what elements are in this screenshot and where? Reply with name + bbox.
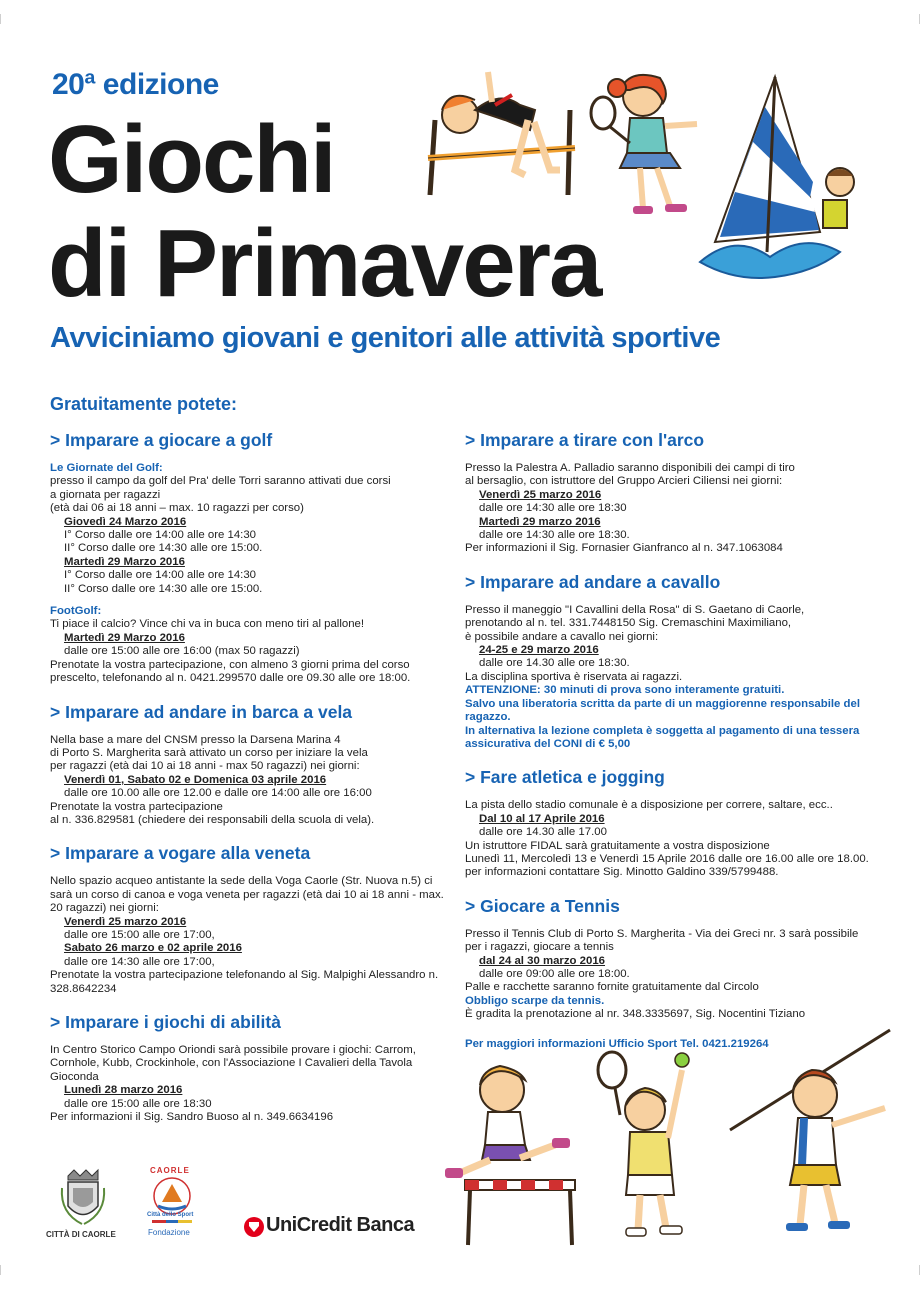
- text-line: Lunedì 11, Mercoledì 13 e Venerdì 15 Aprile 2016 dalle ore 16.00 alle ore 18.00.: [465, 852, 869, 865]
- text-line: dalle ore 14:30 alle ore 17:00,: [64, 955, 215, 968]
- text-line: per informazioni contattare Sig. Minotto Galdino 339/5799488.: [465, 866, 779, 879]
- left-column: [50, 430, 450, 1140]
- golf-day1: Giovedì 24 Marzo 2016: [64, 515, 187, 528]
- text-line: I° Corso dalle ore 14:00 alle ore 14:30: [64, 529, 256, 542]
- voga-day2: Sabato 26 marzo e 02 aprile 2016: [64, 942, 242, 955]
- city-label: CITTÀ DI CAORLE: [46, 1230, 116, 1239]
- text-line: È gradita la prenotazione al nr. 348.3335697, Sig. Nocentini Tiziano: [465, 1008, 806, 1021]
- sponsor-name: UniCredit Banca: [266, 1214, 415, 1236]
- page-subtitle: Avviciniamo giovani e genitori alle attività sportive: [50, 322, 721, 354]
- contact-info: Per maggiori informazioni Ufficio Sport Tel. 0421.219264: [465, 1037, 769, 1050]
- text-line: prenotando al n. tel. 331.7448150 Sig. Cremaschini Maximiliano,: [465, 617, 792, 630]
- text-line: è possibile andare a cavallo nei giorni:: [465, 630, 659, 643]
- tennis-shoes: Obbligo scarpe da tennis.: [465, 994, 605, 1007]
- text-line: Presso il Tennis Club di Porto S. Margherita - Via dei Greci nr. 3 sarà possibile: [465, 927, 859, 940]
- text-line: Prenotate la vostra partecipazione telefonando al Sig. Malpighi Alessandro n.: [50, 969, 439, 982]
- text-line: dalle ore 15:00 alle ore 17:00,: [64, 928, 215, 941]
- intro-label: Gratuitamente potete:: [50, 394, 238, 414]
- edition-label: 20ª edizione: [52, 68, 219, 101]
- text-line: dalle ore 14.30 alle ore 18:30.: [479, 657, 630, 670]
- arco-heading: > Imparare a tirare con l'arco: [465, 430, 705, 450]
- golf-giornate-title: Le Giornate del Golf:: [50, 462, 163, 474]
- atletica-heading: > Fare atletica e jogging: [465, 767, 665, 788]
- page-title-line2: di Primavera: [48, 210, 601, 317]
- abilita-heading: > Imparare i giochi di abilità: [50, 1012, 281, 1032]
- text-line: Presso la Palestra A. Palladio saranno disponibili dei campi di tiro: [465, 462, 795, 474]
- text-line: I° Corso dalle ore 14:00 alle ore 14:30: [64, 569, 256, 582]
- arco-day2: Martedì 29 marzo 2016: [479, 515, 601, 528]
- voga-day1: Venerdì 25 marzo 2016: [64, 915, 187, 928]
- tennis-days: dal 24 al 30 marzo 2016: [479, 954, 606, 967]
- tennis-girl-illustration: [585, 68, 705, 228]
- text-line: La disciplina sportiva è riservata ai ragazzi.: [465, 670, 683, 683]
- voga-section: [50, 843, 450, 996]
- text-line: Un istruttore FIDAL sarà gratuitamente a vostra disposizione: [465, 839, 770, 852]
- unicredit-logo-icon: [243, 1216, 265, 1238]
- attention-line: ragazzo.: [465, 711, 511, 724]
- foundation-label: Fondazione: [148, 1228, 190, 1237]
- text-line: dalle ore 15:00 alle ore 18:30: [64, 1097, 212, 1110]
- high-jump-illustration: [420, 60, 590, 200]
- abilita-day: Lunedì 28 marzo 2016: [64, 1084, 183, 1097]
- cavallo-section: [465, 572, 885, 751]
- text-line: di Porto S. Margherita sarà attivato un corso per iniziare la vela: [50, 746, 368, 759]
- attention-line: assicurativa del CONI di € 5,00: [465, 737, 631, 750]
- text-line: Cornhole, Kubb, Crockinhole, con l'Associazione I Cavalieri della Tavola: [50, 1057, 413, 1070]
- golf-heading: > Imparare a giocare a golf: [50, 430, 273, 450]
- text-line: In Centro Storico Campo Oriondi sarà possibile provare i giochi: Carrom,: [50, 1044, 416, 1056]
- text-line: Presso il maneggio "I Cavallini della Rosa" di S. Gaetano di Caorle,: [465, 603, 805, 616]
- page-title-line1: Giochi: [48, 106, 335, 213]
- voga-heading: > Imparare a vogare alla veneta: [50, 843, 311, 864]
- text-line: Palle e racchette saranno fornite gratuitamente dal Circolo: [465, 981, 759, 994]
- cavallo-days: 24-25 e 29 marzo 2016: [479, 644, 599, 657]
- text-line: presso il campo da golf del Pra' delle Torri saranno attivati due corsi: [50, 475, 391, 488]
- vela-heading: > Imparare ad andare in barca a vela: [50, 701, 353, 722]
- arco-day1: Venerdì 25 marzo 2016: [479, 488, 602, 501]
- text-line: Prenotate la vostra partecipazione: [50, 800, 223, 813]
- golf-day2: Martedì 29 Marzo 2016: [64, 555, 185, 568]
- text-line: dalle ore 14:30 alle ore 18:30.: [479, 529, 630, 542]
- text-line: al bersaglio, con istruttore del Gruppo Arcieri Ciliensi nei giorni:: [465, 475, 783, 488]
- text-line: II° Corso dalle ore 14:30 alle ore 15:00.: [64, 542, 263, 555]
- text-line: Prenotate la vostra partecipazione, con almeno 3 giorni prima del corso: [50, 658, 410, 671]
- text-line: dalle ore 14:30 alle ore 18:30: [479, 502, 627, 515]
- tennis-section: [465, 896, 885, 1022]
- text-line: Per informazioni il Sig. Sandro Buoso al n. 349.6634196: [50, 1111, 334, 1124]
- caorle-crest-icon: [58, 1168, 108, 1228]
- attention-line: ATTENZIONE: 30 minuti di prova sono interamente gratuiti.: [465, 684, 785, 697]
- atletica-days: Dal 10 al 17 Aprile 2016: [479, 812, 605, 825]
- arco-section: [465, 430, 885, 556]
- crop-mark: [0, 1265, 1, 1275]
- text-line: 20 ragazzi) nei giorni:: [50, 902, 159, 915]
- text-line: II° Corso dalle ore 14:30 alle ore 15:00.: [64, 582, 263, 595]
- text-line: per ragazzi (età dai 10 ai 18 anni - max 50 ragazzi) nei giorni:: [50, 760, 360, 773]
- text-line: dalle ore 09:00 alle ore 18:00.: [479, 967, 630, 980]
- text-line: Ti piace il calcio? Vince chi va in buca con meno tiri al pallone!: [50, 618, 365, 631]
- text-line: Gioconda: [50, 1070, 99, 1083]
- text-line: al n. 336.829581 (chiedere dei responsabili della scuola di vela).: [50, 813, 375, 826]
- hurdle-runner-illustration: [440, 1050, 590, 1250]
- javelin-thrower-illustration: [720, 1020, 900, 1240]
- right-column: [465, 430, 885, 1051]
- text-line: dalle ore 14.30 alle 17.00: [479, 826, 607, 839]
- windsurf-illustration: [695, 72, 865, 282]
- text-line: 328.8642234: [50, 982, 117, 995]
- text-line: dalle ore 15:00 alle ore 16:00 (max 50 ragazzi): [64, 645, 300, 658]
- crop-mark: [0, 14, 1, 24]
- attention-line: In alternativa la lezione completa è soggetta al pagamento di una tessera: [465, 724, 860, 737]
- text-line: dalle ore 10.00 alle ore 12.00 e dalle ore 14:00 alle ore 16:00: [64, 787, 372, 800]
- text-line: La pista dello stadio comunale è a disposizione per correre, saltare, ecc..: [465, 799, 833, 812]
- tennis-heading: > Giocare a Tennis: [465, 895, 620, 916]
- foundation-name: CAORLE: [150, 1166, 190, 1175]
- text-line: (età dai 06 ai 18 anni – max. 10 ragazzi per corso): [50, 502, 304, 515]
- vela-days: Venerdì 01, Sabato 02 e Domenica 03 aprile 2016: [64, 773, 327, 786]
- text-line: prescelto, telefonando al n. 0421.299570 dalle ore 09.30 alle ore 18:00.: [50, 672, 411, 685]
- vela-section: [50, 702, 450, 828]
- footgolf-day: Martedì 29 Marzo 2016: [64, 631, 185, 644]
- tennis-boy-illustration: [590, 1050, 710, 1240]
- foundation-ring-text: Città dello Sport: [147, 1212, 194, 1218]
- text-line: sarà un corso di canoa e voga veneta per ragazzi (età dai 10 ai 18 anni - max.: [50, 888, 444, 901]
- text-line: Per informazioni il Sig. Fornasier Gianfranco al n. 347.1063084: [465, 542, 783, 555]
- text-line: a giornata per ragazzi: [50, 488, 161, 501]
- attention-line: Salvo una liberatoria scritta da parte di un maggiorenne responsabile del: [465, 697, 860, 710]
- footgolf-title: FootGolf:: [50, 605, 102, 618]
- text-line: Nella base a mare del CNSM presso la Darsena Marina 4: [50, 733, 341, 746]
- text-line: per i ragazzi, giocare a tennis: [465, 941, 614, 954]
- golf-section: [50, 430, 450, 686]
- abilita-section: [50, 1012, 450, 1124]
- cavallo-heading: > Imparare ad andare a cavallo: [465, 571, 721, 592]
- text-line: Nello spazio acqueo antistante la sede della Voga Caorle (Str. Nuova n.5) ci: [50, 875, 433, 888]
- atletica-section: [465, 767, 885, 879]
